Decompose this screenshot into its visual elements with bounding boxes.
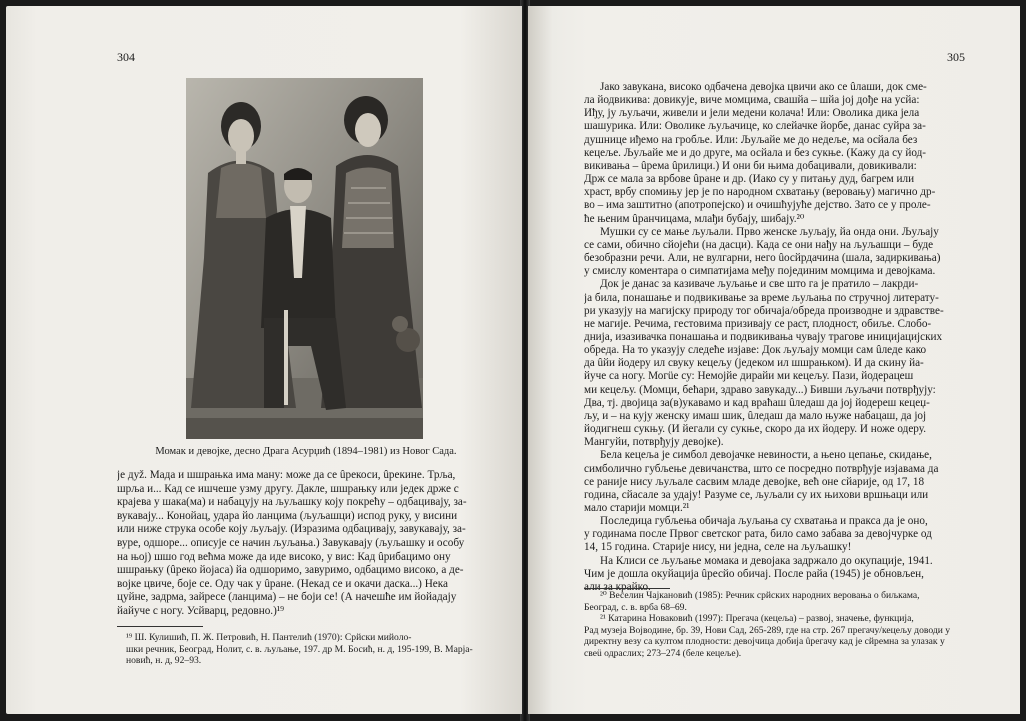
historical-photograph — [186, 78, 423, 439]
footnote-line: свеü одраслих; 273–274 (беле кецеље). — [584, 647, 742, 659]
text-line: ри указују на магијску природу тог обичаја/обреда производне и здравстве- — [584, 304, 944, 317]
footnote-line: новић, н. д, 92–93. — [126, 655, 202, 666]
text-line: днија, изазивачка понашања и подвикивања чувају трагове иницијацијских — [584, 330, 943, 343]
text-line: Док је данас за казиваче љуљање и све што га је пратило – лакрди- — [600, 278, 919, 291]
text-line: на њој) шшо год већма може да иде високо, у вис: Кад ûрибацимо ону — [117, 550, 451, 563]
footnote-line: Београд, с. в. врба 68–69. — [584, 601, 687, 613]
text-line: 14, 15 година. Старије нису, ни једна, селе на љуљашку! — [584, 541, 852, 554]
right-page — [528, 6, 1020, 714]
text-line: шшрањку (ûреко йојаса) йа одшоримо, завуримо, одбацимо високо, а де- — [117, 564, 464, 577]
text-line: Последица губљења обичаја љуљања су схватања и пракса да је оно, — [600, 515, 928, 528]
text-line: или ниже струка особе коју љуљају. (Изразима одбацивају, завукавају, за- — [117, 523, 466, 536]
text-line: Бела кецеља је симбол девојачке невиности, а њено цепање, скидање, — [600, 449, 932, 462]
text-line: ја била, понашање и подвикивање за време љуљања по стручној литерату- — [584, 291, 939, 304]
text-line: симболично губљење девичанства, што се посредно потврђује изјавама да — [584, 462, 939, 475]
text-line: вуре, одшоре... описује се начин љуљања.) Завукавају (љуљашку и особу — [117, 536, 465, 549]
text-line: шрља и... Кад се ишчеше узму другу. Дакле, шшрањку или једек држе с — [117, 482, 459, 495]
text-line: се сами, обично сйојећи (на дасци). Када се они нађу на љуљашци – буде — [584, 238, 934, 251]
left-body-text — [117, 469, 495, 619]
text-line: је дуž. Мада и шшрањка има ману: може да се ûрекоси, ûрекине. Трља, — [117, 469, 456, 481]
footnote-line: шки речник, Београд, Нолит, с. в. љуљање, 197. др М. Босић, н. д, 195-199, В. Марја- — [126, 643, 473, 655]
text-line: да ûйи йодеру ил свуку кецељу (једеком ил шшрањком). И да скину йа- — [584, 357, 924, 370]
text-line: На Клиси се љуљање момака и девојака задржало до окупације, 1941. — [600, 554, 933, 567]
footnote-line: ²⁰ Веселин Чајкановић (1985): Речник срйских народних веровања о биљкама, — [600, 590, 920, 601]
right-footnotes — [584, 590, 958, 659]
text-line: шашурика. Или: Оволике љуљачице, ко слейачке йорбе, данас суйра за- — [584, 120, 926, 133]
text-line: вукавају... Конойац, удара йо ланцима (љуљашци) испод руку, у висини — [117, 509, 458, 522]
text-line: Чим је дошла окуйација ûресйо обичај. После райа (1945) је обновљен, — [584, 567, 924, 580]
text-line: војке цвиче, боје се. Оду чак у ûране. (Некад се и окачи даска...) Нека — [117, 577, 448, 590]
text-line: Мушки су се мање љуљали. Прво женске љуљају, йа онда они. Љуљају — [600, 225, 939, 238]
text-line: Јако завукана, високо одбачена девојка цвичи ако се ûлаши, док сме- — [600, 81, 927, 93]
text-line: ће њеним ûранчицама, млађи бубају, шибају.²⁰ — [584, 212, 805, 225]
page-number-right: 305 — [947, 50, 965, 64]
text-line: ла йодвикива: довикује, виче момцима, свашйа – шйа јој дође на усйа: — [584, 94, 920, 107]
text-line: безобразни речи. Али, не вулгарни, него ûосйрдачина (шала, задиркивања) — [584, 252, 941, 265]
text-line: не магије. Речима, гестовима призивају се раст, плодност, обиље. Слобо- — [584, 317, 932, 330]
text-line: Иђу, ју љуљачи, живели и јели медени колача! Или: Оволика дика јела — [584, 107, 920, 120]
footnote-line: директну везу са култом плодности: девојчица добија ûрегачу кад је сйремна за улазак у — [584, 636, 945, 647]
right-body-text — [584, 81, 958, 594]
text-line: али за крайко. — [584, 580, 651, 593]
text-line: храст, врбу спомињу јер је по народном схватању (веровању) магично др- — [584, 186, 936, 199]
text-line: љу, и – на кују женску имаш шик, ûледаш да мало њуже набацаш, да јој — [584, 409, 927, 422]
text-line: йодигнеш сукњу. (И йегали су сукње, скоро да их йодеру. И ноже одеру. — [584, 423, 927, 436]
text-line: йайуче с ногу. Усйварц, редовно.)¹⁹ — [117, 604, 285, 617]
text-line: Мангуйи, потврђују девојке). — [584, 436, 724, 449]
text-line: се раније нису љуљале сасвим младе девојке, већ оне сйарије, од 17, 18 — [584, 475, 925, 488]
text-line: Два, тј. двојица за(в)укавамо и кад враћаш ûледаш да јој йодереш кецеџ- — [584, 396, 930, 409]
text-line: йуче са ногу. Могüе су: Немојйе дирайи ми кецељу. Пази, йодерацеш — [584, 370, 914, 383]
page-number-left: 304 — [117, 50, 135, 64]
left-page — [6, 6, 522, 714]
left-footnotes — [126, 632, 496, 667]
text-line: душнице иђемо на гробље. Или: Љуљайе ме до недеље, ма осйала без — [584, 133, 918, 146]
footnote-line: Рад музеја Војводине, бр. 39, Нови Сад, 265-289, где на стр. 267 прегачу/кецељу доводи у — [584, 624, 951, 636]
footnote-line: ²¹ Катарина Новаковић (1997): Прегача (кецеља) – развој, значење, функција, — [600, 613, 914, 624]
text-line: у смислу коментара о симпатијама међу појединим момцима и девојкама. — [584, 265, 936, 278]
text-line: во – има заштитно (апотропејско) и очишћујуће дејство. Зато се у проле- — [584, 199, 931, 212]
text-line: Држ се мала за врбове ûране и др. (Иако су у питању дуд, багрем или — [584, 173, 915, 186]
photo-caption: Момак и девојке, десно Драга Асурџић (1894–1981) из Новог Сада. — [155, 446, 457, 457]
text-line: крајева у шака(ма) и набацују на љуљашку коју покрећу – одбацивају, за- — [117, 496, 467, 509]
text-line: ми кецељу. (Момци, бећари, здраво завукаду...) Бивши љуљачи потврђују: — [584, 383, 936, 396]
text-line: мало старији момци.²¹ — [584, 502, 690, 514]
text-line: година, сйасале за удају! Разуме се, љуљали су их њихови вршњаци или — [584, 488, 929, 501]
footnote-line: ¹⁹ Ш. Кулишић, П. Ж. Петровић, Н. Пантелић (1970): Срйски мийоло- — [126, 632, 412, 643]
text-line: обреда. На то указују следеће изјаве: Док љуљају момци сам ûледе како — [584, 344, 927, 357]
text-line: цуйне, задрма, зайресе (ланцима) – не боји се! (А начешће им йойадају — [117, 591, 457, 604]
text-line: у годинама после Првог светског рата, било само забава за девојчурке од — [584, 528, 932, 541]
text-line: кецеље. Љуљайе ме и до друге, ма осйала и без сукње. (Кажу да су йод- — [584, 146, 927, 159]
text-line: викивања – ûрема ûрилици.) И они би њима добацивали, довикивали: — [584, 159, 917, 172]
footnote-rule — [584, 588, 670, 589]
footnote-rule — [117, 626, 203, 627]
